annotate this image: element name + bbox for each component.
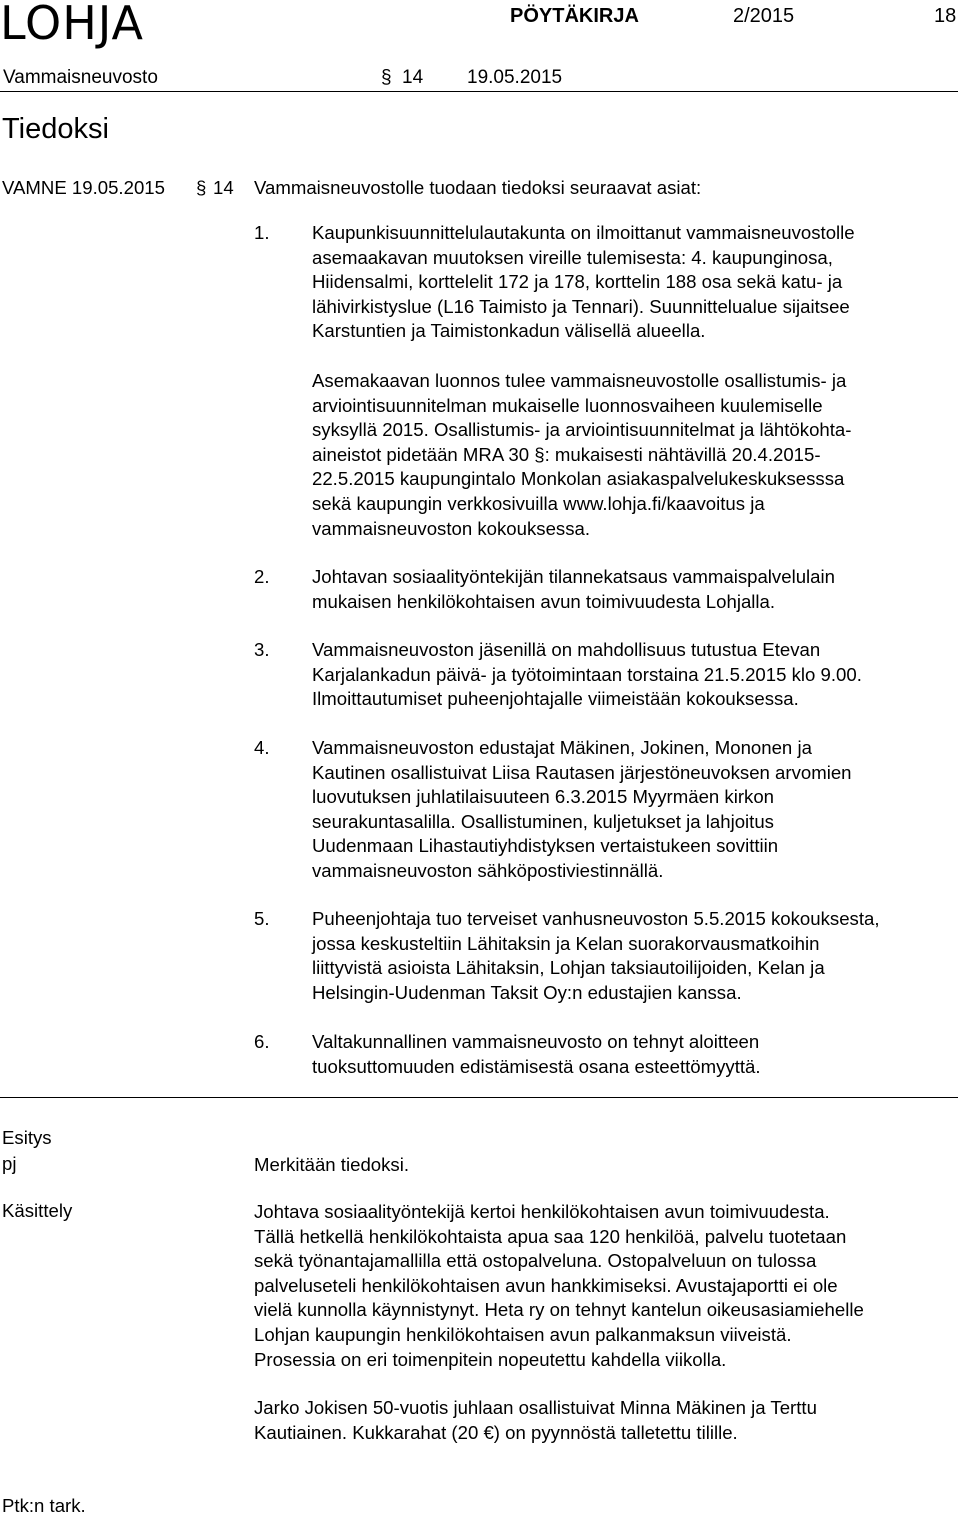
text-line: Karstuntien ja Taimistonkadun välisellä alueella. <box>312 320 706 342</box>
text-line: palveluseteli henkilökohtaisen avun hankkimiseksi. Avustajaportti ei ole <box>254 1274 838 1296</box>
text-line: luovutuksen juhlatilaisuuteen 6.3.2015 Myyrmäen kirkon <box>312 786 775 808</box>
text-line: aineistot pidetään MRA 30 §: mukaisesti nähtävillä 20.4.2015- <box>312 443 821 465</box>
text-line: Johtavan sosiaalityöntekijän tilannekatsaus vammaispalvelulain <box>312 566 835 587</box>
header-divider <box>0 91 958 92</box>
page-title: Tiedoksi <box>2 113 109 145</box>
text-line: Kautinen osallistuivat Liisa Rautasen järjestöneuvoksen arvomien <box>312 761 852 783</box>
section-divider <box>0 1097 958 1098</box>
intro-section: 14 <box>213 177 234 198</box>
text-line: syksyllä 2015. Osallistumis- ja arviointisuunnitelmat ja lähtökohta- <box>312 419 852 441</box>
text-line: liittyvistä asioista Lähitaksin, Lohjan taksiautoilijoiden, Kelan ja <box>312 957 825 979</box>
list-item-number: 4. <box>254 737 270 758</box>
text-line: tuoksuttomuuden edistämisestä osana esteettömyyttä. <box>312 1055 761 1077</box>
text-line: Kaupunkisuunnittelulautakunta on ilmoittanut vammaisneuvostolle <box>312 222 855 243</box>
intro-ref: VAMNE 19.05.2015 <box>2 177 165 198</box>
text-line: Hiidensalmi, korttelelit 172 ja 178, korttelin 188 osa sekä katu- ja <box>312 271 843 293</box>
proposal-text: Merkitään tiedoksi. <box>254 1154 410 1175</box>
list-item-text <box>312 221 855 344</box>
text-line: Vammaisneuvoston jäsenillä on mahdollisuus tutustua Etevan <box>312 639 821 660</box>
text-line: Helsingin-Uudenman Taksit Oy:n edustajien kanssa. <box>312 981 742 1003</box>
organ-name: Vammaisneuvosto <box>3 67 158 88</box>
text-line: Johtava sosiaalityöntekijä kertoi henkilökohtaisen avun toimivuudesta. <box>254 1201 830 1222</box>
list-item-number: 1. <box>254 222 270 243</box>
text-line: Lohjan kaupungin henkilökohtaisen avun palkanmaksun viiveistä. <box>254 1323 792 1345</box>
text-line: lähivirkistyslue (L16 Taimisto ja Tennari). Suunnittelualue sijaitsee <box>312 295 850 317</box>
text-line: Tällä hetkellä henkilökohtaista apua saa 120 henkilöä, palvelu tuotetaan <box>254 1225 847 1247</box>
list-item-number: 2. <box>254 566 270 587</box>
text-line: Kautiainen. Kukkarahat (20 €) on pyynnöstä talletettu tilille. <box>254 1421 738 1443</box>
lohja-logo: LOHJA <box>0 0 145 50</box>
text-line: Karjalankadun päivä- ja työtoimintaan torstaina 21.5.2015 klo 9.00. <box>312 663 862 685</box>
text-line: Puheenjohtaja tuo terveiset vanhusneuvoston 5.5.2015 kokouksesta, <box>312 908 880 929</box>
text-line: asemaakavan muutoksen vireille tulemisesta: 4. kaupunginosa, <box>312 246 833 268</box>
list-item-text <box>312 638 862 712</box>
footer-label: Ptk:n tark. <box>2 1495 86 1516</box>
list-item-text <box>312 736 852 884</box>
text-line: vammaisneuvoston kokouksessa. <box>312 517 591 539</box>
text-line: Prosessia on eri toimenpitein nopeutettu kahdella viikolla. <box>254 1348 727 1370</box>
text-line: vielä kunnolla käynnistynyt. Heta ry on tehnyt kantelun oikeusasiamiehelle <box>254 1299 864 1321</box>
list-item-number: 5. <box>254 908 270 929</box>
document-type: PÖYTÄKIRJA <box>510 5 639 27</box>
list-item-text <box>312 565 835 614</box>
text-line: Jarko Jokisen 50-vuotis juhlaan osallistuivat Minna Mäkinen ja Terttu <box>254 1397 817 1418</box>
intro-section-mark: § <box>196 177 207 198</box>
list-item-number: 6. <box>254 1031 270 1052</box>
intro-text: Vammaisneuvostolle tuodaan tiedoksi seuraavat asiat: <box>254 177 702 198</box>
meeting-date: 19.05.2015 <box>467 67 563 88</box>
page-number: 18 <box>934 5 957 27</box>
text-line: Valtakunnallinen vammaisneuvosto on tehnyt aloitteen <box>312 1031 760 1052</box>
text-line: Uudenmaan Lihastautiyhdistyksen vertaistukeen sovittiin <box>312 835 779 857</box>
text-line: arviointisuunnitelman mukaiselle luonnosvaiheen kuulemiselle <box>312 394 823 416</box>
issue-number: 2/2015 <box>733 5 795 27</box>
text-line: mukaisen henkilökohtaisen avun toimivuudesta Lohjalla. <box>312 590 776 612</box>
text-line: sekä kaupungin verkkosivuilla www.lohja.fi/kaavoitus ja <box>312 492 765 514</box>
proposal-label: Esitys <box>2 1127 52 1148</box>
text-line: vammaisneuvoston sähköpostiviestinnällä. <box>312 859 664 881</box>
handling-text <box>254 1200 864 1372</box>
text-line: jossa keskusteltiin Lähitaksin ja Kelan suorakorvausmatkoihin <box>312 932 820 954</box>
handling-text-continued <box>254 1396 817 1445</box>
text-line: Vammaisneuvoston edustajat Mäkinen, Jokinen, Mononen ja <box>312 737 812 758</box>
handling-label: Käsittely <box>2 1200 73 1221</box>
list-item-text <box>312 1030 761 1079</box>
proposal-sublabel: pj <box>2 1153 17 1174</box>
text-line: Ilmoittautumiset puheenjohtajalle viimeistään kokouksessa. <box>312 688 799 710</box>
list-item-number: 3. <box>254 639 270 660</box>
list-item-text-continued <box>312 369 851 541</box>
text-line: seurakuntasalilla. Osallistuminen, kuljetukset ja lahjoitus <box>312 810 774 832</box>
section-number: 14 <box>402 67 424 88</box>
list-item-text <box>312 907 880 1005</box>
text-line: Asemakaavan luonnos tulee vammaisneuvostolle osallistumis- ja <box>312 370 847 391</box>
text-line: 22.5.2015 kaupungintalo Monkolan asiakaspalvelukeskuksesssa <box>312 468 845 490</box>
section-mark: § <box>381 67 392 88</box>
text-line: sekä työnantajamallilla että ostopalveluna. Ostopalveluun on tulossa <box>254 1250 817 1272</box>
